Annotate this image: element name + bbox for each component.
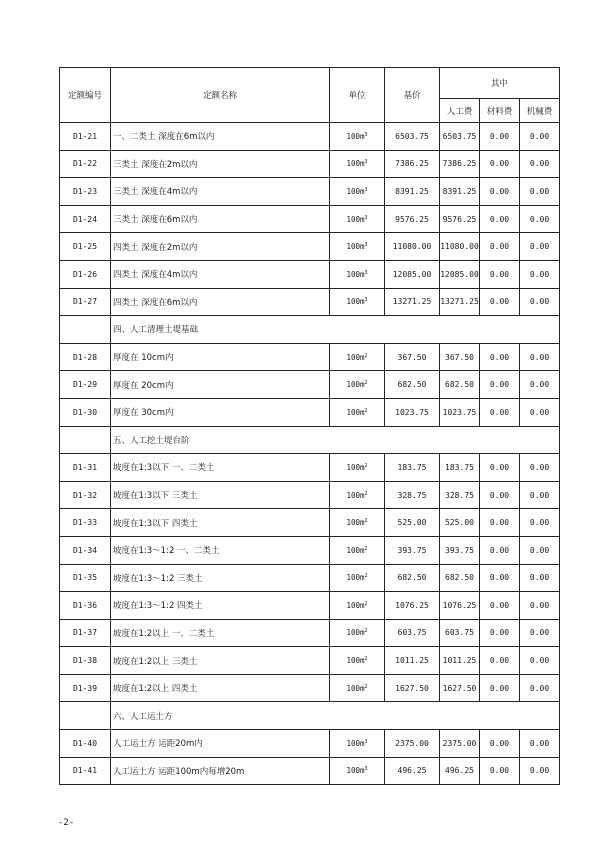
table-header [60,68,560,123]
machine-cost: 0.00 [520,647,560,675]
quota-name: 四类土 深度在4m以内 [111,260,330,288]
quota-code: D1-29 [60,371,111,399]
machine-cost: 0.00 [520,757,560,785]
material-cost: 0.00 [480,343,520,371]
table-row [60,371,560,399]
material-cost: 0.00 [480,371,520,399]
labor-cost: 1011.25 [440,647,480,675]
unit-cell [330,260,385,288]
machine-cost: 0.00 [520,454,560,482]
unit-exponent: 2 [364,462,368,469]
material-cost: 0.00 [480,647,520,675]
base-price: 367.50 [385,343,440,371]
unit-base: 100m [346,628,365,638]
labor-cost: 7386.25 [440,150,480,178]
base-price: 8391.25 [385,178,440,206]
table-row [60,592,560,620]
unit-cell [330,398,385,426]
unit-base: 100m [346,683,365,693]
quota-name: 四类土 深度在2m以内 [111,233,330,261]
base-price: 682.50 [385,564,440,592]
unit-base: 100m [346,352,365,362]
material-cost: 0.00 [480,564,520,592]
quota-code: D1-34 [60,536,111,564]
quota-name: 坡度在1:3～1:2 四类土 [111,592,330,620]
quota-code: D1-28 [60,343,111,371]
unit-cell [330,288,385,316]
labor-cost: 6503.75 [440,123,480,151]
quota-name: 坡度在1:3以下 四类土 [111,509,330,537]
section-row [60,702,560,730]
unit-exponent: 2 [364,407,368,414]
material-cost: 0.00 [480,757,520,785]
unit-cell [330,536,385,564]
unit-cell [330,371,385,399]
unit-base: 100m [346,490,365,500]
quota-name: 人工运土方 运距100m内每增20m [111,757,330,785]
labor-cost: 496.25 [440,757,480,785]
unit-cell [330,564,385,592]
table-row [60,619,560,647]
labor-cost: 1023.75 [440,398,480,426]
unit-exponent: 3 [364,131,368,138]
unit-exponent: 3 [364,297,368,304]
quota-name: 坡度在1:3以下 一、二类土 [111,454,330,482]
unit-exponent: 2 [364,600,368,607]
machine-cost: 0.00 [520,536,560,564]
base-price: 393.75 [385,536,440,564]
material-cost: 0.00 [480,178,520,206]
unit-exponent: 3 [364,214,368,221]
unit-base: 100m [346,131,365,141]
machine-cost: 0.00 [520,398,560,426]
section-code-cell [60,316,111,344]
base-price: 9576.25 [385,205,440,233]
unit-exponent: 2 [364,656,368,663]
unit-base: 100m [346,600,365,610]
labor-cost: 11080.00 [440,233,480,261]
material-cost: 0.00 [480,674,520,702]
unit-base: 100m [346,159,365,169]
table-row [60,564,560,592]
table-row [60,647,560,675]
table-row [60,509,560,537]
material-cost: 0.00 [480,233,520,261]
unit-cell [330,730,385,758]
quota-name: 坡度在1:2以上 四类土 [111,674,330,702]
quota-code: D1-38 [60,647,111,675]
quota-code: D1-25 [60,233,111,261]
unit-base: 100m [346,297,365,307]
quota-code: D1-27 [60,288,111,316]
labor-cost: 525.00 [440,509,480,537]
quota-name: 坡度在1:3以下 三类土 [111,481,330,509]
labor-cost: 367.50 [440,343,480,371]
material-cost: 0.00 [480,481,520,509]
unit-base: 100m [346,407,365,417]
unit-exponent: 2 [364,380,368,387]
header-unit: 单位 [330,68,385,123]
table-row [60,260,560,288]
quota-code: D1-26 [60,260,111,288]
machine-cost: 0.00 [520,509,560,537]
unit-base: 100m [346,573,365,583]
header-machine: 机械费 [520,99,560,123]
unit-exponent: 2 [364,545,368,552]
section-row [60,316,560,344]
base-price: 13271.25 [385,288,440,316]
material-cost: 0.00 [480,205,520,233]
base-price: 328.75 [385,481,440,509]
quota-name: 人工运土方 运距20m内 [111,730,330,758]
table-row [60,178,560,206]
table-row [60,674,560,702]
unit-base: 100m [346,518,365,528]
machine-cost: 0.00 [520,619,560,647]
quota-code: D1-36 [60,592,111,620]
page-number: -2- [58,818,75,828]
quota-code: D1-35 [60,564,111,592]
quota-code: D1-41 [60,757,111,785]
base-price: 1627.50 [385,674,440,702]
machine-cost: 0.00 [520,123,560,151]
quota-name: 三类土 深度在2m以内 [111,150,330,178]
quota-code: D1-32 [60,481,111,509]
unit-exponent: 3 [364,186,368,193]
quota-code: D1-22 [60,150,111,178]
material-cost: 0.00 [480,730,520,758]
base-price: 11080.00 [385,233,440,261]
unit-exponent: 3 [364,242,368,249]
quota-code: D1-37 [60,619,111,647]
section-title: 五、人工挖土堤台阶 [111,426,560,454]
machine-cost: 0.00 [520,233,560,261]
quota-name: 坡度在1:3～1:2 三类土 [111,564,330,592]
base-price: 682.50 [385,371,440,399]
base-price: 12085.00 [385,260,440,288]
quota-code: D1-30 [60,398,111,426]
quota-name: 四类土 深度在6m以内 [111,288,330,316]
base-price: 496.25 [385,757,440,785]
table-row [60,536,560,564]
table-row [60,288,560,316]
table-row [60,481,560,509]
unit-base: 100m [346,766,365,776]
base-price: 1023.75 [385,398,440,426]
section-code-cell [60,702,111,730]
labor-cost: 393.75 [440,536,480,564]
header-name: 定额名称 [111,68,330,123]
machine-cost: 0.00 [520,343,560,371]
unit-cell [330,509,385,537]
machine-cost: 0.00 [520,564,560,592]
material-cost: 0.00 [480,619,520,647]
material-cost: 0.00 [480,509,520,537]
quota-name: 三类土 深度在4m以内 [111,178,330,206]
unit-base: 100m [346,545,365,555]
unit-cell [330,123,385,151]
material-cost: 0.00 [480,592,520,620]
header-labor: 人工费 [440,99,480,123]
labor-cost: 12085.00 [440,260,480,288]
quota-code: D1-23 [60,178,111,206]
machine-cost: 0.00 [520,150,560,178]
section-title: 四、人工清理土堤基础 [111,316,560,344]
unit-cell [330,674,385,702]
base-price: 183.75 [385,454,440,482]
quota-code: D1-33 [60,509,111,537]
base-price: 6503.75 [385,123,440,151]
header-code: 定额编号 [60,68,111,123]
unit-exponent: 3 [364,738,368,745]
material-cost: 0.00 [480,454,520,482]
table-row [60,757,560,785]
quota-name: 厚度在 10cm内 [111,343,330,371]
table-row [60,205,560,233]
quota-code: D1-40 [60,730,111,758]
unit-cell [330,647,385,675]
section-row [60,426,560,454]
unit-base: 100m [346,214,365,224]
unit-cell [330,150,385,178]
unit-cell [330,757,385,785]
quota-name: 一、二类土 深度在6m以内 [111,123,330,151]
quota-name: 坡度在1:2以上 一、二类土 [111,619,330,647]
quota-code: D1-39 [60,674,111,702]
quota-code: D1-21 [60,123,111,151]
unit-cell [330,454,385,482]
labor-cost: 682.50 [440,564,480,592]
unit-exponent: 2 [364,490,368,497]
unit-base: 100m [346,656,365,666]
quota-name: 坡度在1:2以上 三类土 [111,647,330,675]
labor-cost: 682.50 [440,371,480,399]
base-price: 7386.25 [385,150,440,178]
base-price: 525.00 [385,509,440,537]
unit-base: 100m [346,242,365,252]
machine-cost: 0.00 [520,178,560,206]
machine-cost: 0.00 [520,260,560,288]
table-row [60,454,560,482]
machine-cost: 0.00 [520,481,560,509]
base-price: 1011.25 [385,647,440,675]
unit-cell [330,343,385,371]
unit-exponent: 2 [364,573,368,580]
labor-cost: 603.75 [440,619,480,647]
machine-cost: 0.00 [520,674,560,702]
table-row [60,343,560,371]
base-price: 2375.00 [385,730,440,758]
labor-cost: 1076.25 [440,592,480,620]
unit-exponent: 2 [364,628,368,635]
machine-cost: 0.00 [520,205,560,233]
machine-cost: 0.00 [520,288,560,316]
material-cost: 0.00 [480,123,520,151]
table-row [60,233,560,261]
unit-cell [330,233,385,261]
quota-name: 厚度在 30cm内 [111,398,330,426]
unit-base: 100m [346,462,365,472]
unit-exponent: 3 [364,269,368,276]
unit-cell [330,619,385,647]
table-row [60,398,560,426]
base-price: 603.75 [385,619,440,647]
unit-cell [330,205,385,233]
unit-base: 100m [346,738,365,748]
material-cost: 0.00 [480,398,520,426]
labor-cost: 8391.25 [440,178,480,206]
material-cost: 0.00 [480,260,520,288]
base-price: 1076.25 [385,592,440,620]
unit-exponent: 2 [364,518,368,525]
quota-code: D1-24 [60,205,111,233]
labor-cost: 9576.25 [440,205,480,233]
machine-cost: 0.00 [520,371,560,399]
labor-cost: 13271.25 [440,288,480,316]
table-body [60,123,560,785]
table-row [60,730,560,758]
quota-table [59,67,560,785]
unit-base: 100m [346,269,365,279]
labor-cost: 328.75 [440,481,480,509]
unit-cell [330,178,385,206]
header-material: 材料费 [480,99,520,123]
table-row [60,123,560,151]
labor-cost: 183.75 [440,454,480,482]
quota-name: 三类土 深度在6m以内 [111,205,330,233]
unit-exponent: 3 [364,766,368,773]
quota-name: 厚度在 20cm内 [111,371,330,399]
unit-exponent: 2 [364,683,368,690]
quota-name: 坡度在1:3～1:2 一、二类土 [111,536,330,564]
section-title: 六、人工运土方 [111,702,560,730]
unit-exponent: 3 [364,159,368,166]
quota-code: D1-31 [60,454,111,482]
table-row [60,150,560,178]
material-cost: 0.00 [480,536,520,564]
unit-cell [330,481,385,509]
header-of-which: 其中 [440,68,560,99]
section-code-cell [60,426,111,454]
header-base-price: 基价 [385,68,440,123]
unit-base: 100m [346,186,365,196]
labor-cost: 1627.50 [440,674,480,702]
unit-exponent: 2 [364,352,368,359]
material-cost: 0.00 [480,288,520,316]
unit-cell [330,592,385,620]
machine-cost: 0.00 [520,730,560,758]
machine-cost: 0.00 [520,592,560,620]
unit-base: 100m [346,380,365,390]
material-cost: 0.00 [480,150,520,178]
labor-cost: 2375.00 [440,730,480,758]
